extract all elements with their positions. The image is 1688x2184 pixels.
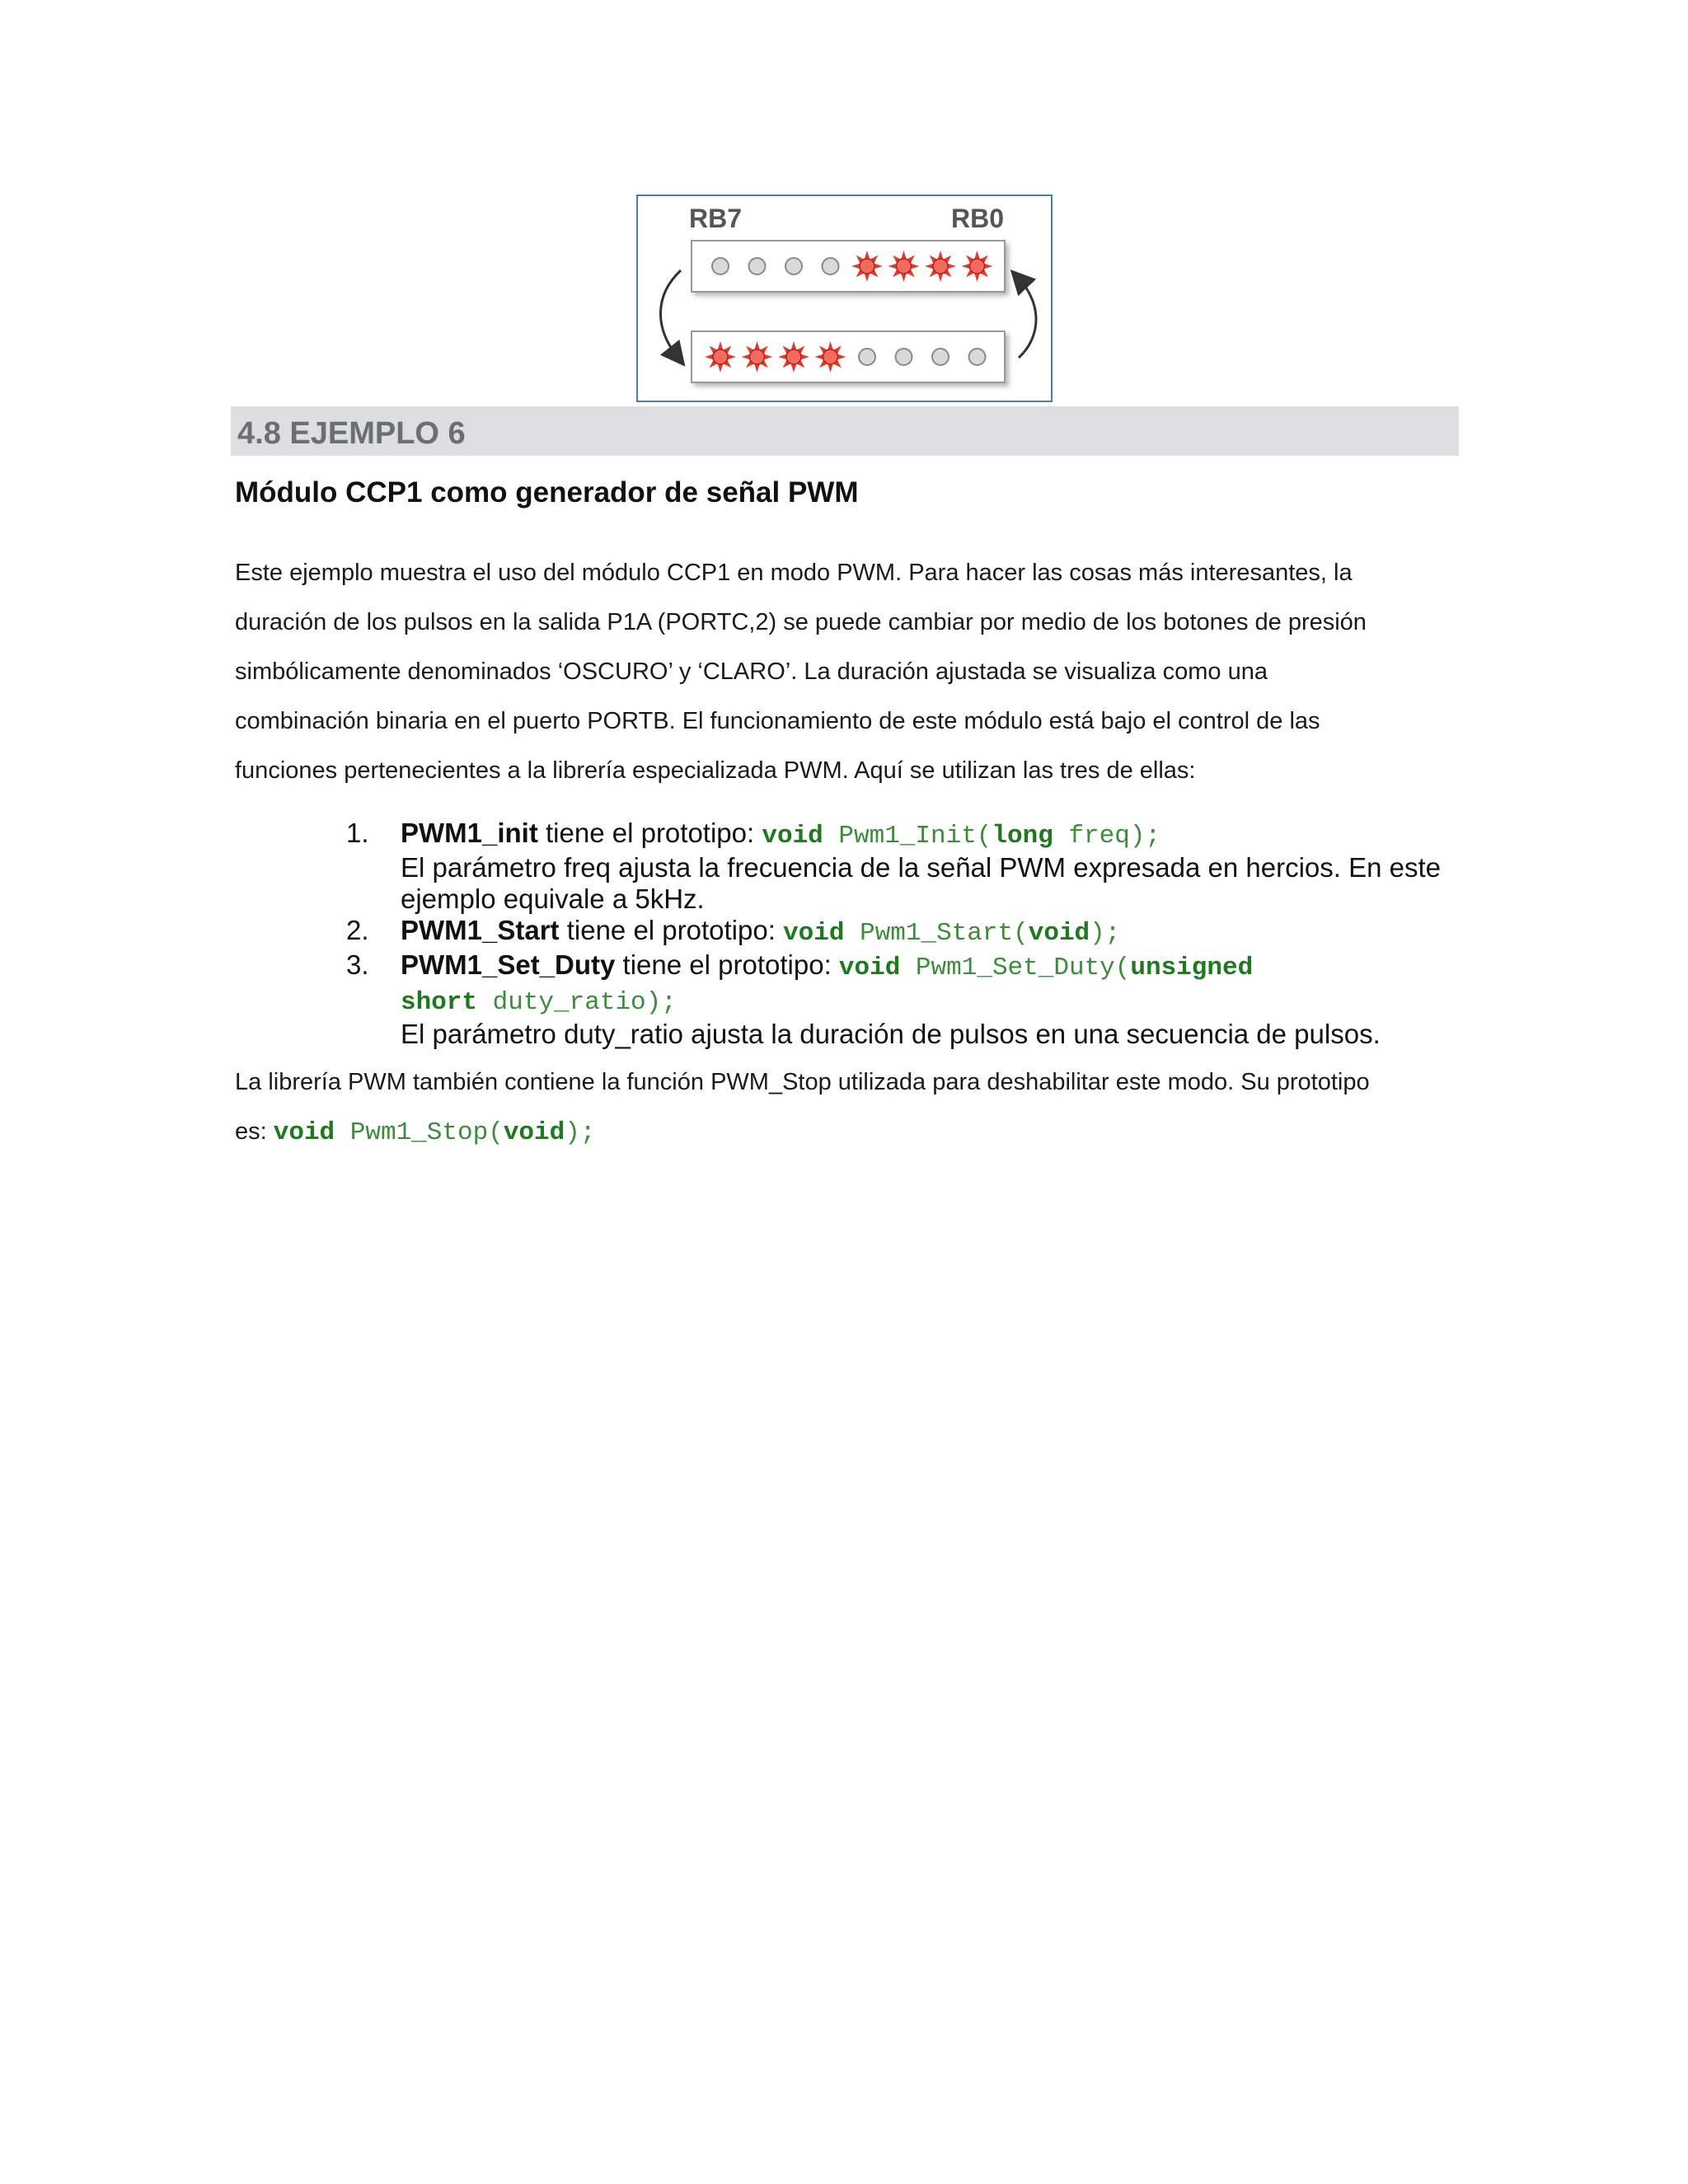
function-list xyxy=(346,818,1467,1050)
list-item xyxy=(346,949,1467,1050)
intro-line: simbólicamente denominados ‘OSCURO’ y ‘CLARO’. La duración ajustada se visualiza como una xyxy=(235,658,1268,685)
item-text: tiene el prototipo: xyxy=(559,915,784,945)
led-diagram xyxy=(638,196,1051,401)
function-name: PWM1_Set_Duty xyxy=(401,949,616,980)
led-off-icon xyxy=(932,349,949,365)
code-keyword: short xyxy=(401,988,478,1017)
intro-line: funciones pertenecientes a la librería especializada PWM. Aquí se utilizan las tres de ellas: xyxy=(235,757,1196,784)
label-rb0: RB0 xyxy=(951,204,1005,233)
item-number: 3. xyxy=(346,949,369,980)
code-keyword: long xyxy=(992,822,1053,851)
closing-line: La librería PWM también contiene la función PWM_Stop utilizada para deshabilitar este modo. Su prototipo xyxy=(235,1069,1370,1095)
code-keyword: unsigned xyxy=(1130,954,1254,982)
led-off-icon xyxy=(969,349,986,365)
item-description: El parámetro duty_ratio ajusta la duración de pulsos en una secuencia de pulsos. xyxy=(401,1019,1381,1049)
led-on-icon xyxy=(742,341,773,373)
item-text: tiene el prototipo: xyxy=(537,818,762,848)
closing-paragraph xyxy=(235,1057,1471,1158)
code-keyword: void xyxy=(838,954,901,982)
item-number: 2. xyxy=(346,915,369,945)
code-text: ); xyxy=(565,1118,596,1147)
code-keyword: void xyxy=(273,1118,335,1147)
led-off-icon xyxy=(896,349,912,365)
code-keyword: void xyxy=(762,822,823,851)
label-rb7: RB7 xyxy=(689,204,743,233)
list-item xyxy=(346,915,1467,949)
list-item xyxy=(346,818,1467,915)
code-text: ); xyxy=(1090,919,1121,948)
code-text: duty_ratio); xyxy=(477,988,677,1017)
led-strip-top xyxy=(692,241,1005,292)
section-header xyxy=(231,406,1459,456)
led-strip-bottom xyxy=(692,331,1005,382)
section-title: 4.8 EJEMPLO 6 xyxy=(237,416,466,451)
led-off-icon xyxy=(712,258,729,274)
rotate-arrow-right xyxy=(1019,279,1036,358)
code-text: freq); xyxy=(1053,822,1161,851)
item-description: El parámetro freq ajusta la frecuencia de la señal PWM expresada en hercios. En este xyxy=(401,852,1441,883)
led-on-icon xyxy=(815,341,846,373)
code-text: Pwm1_Init( xyxy=(823,822,992,851)
code-text: Pwm1_Stop( xyxy=(335,1118,504,1147)
code-text: Pwm1_Set_Duty( xyxy=(900,954,1131,982)
intro-line: duración de los pulsos en la salida P1A (PORTC,2) se puede cambiar por medio de los botones de presión xyxy=(235,609,1367,635)
code-keyword: void xyxy=(783,919,845,948)
code-text: Pwm1_Start( xyxy=(844,919,1029,948)
subtitle: Módulo CCP1 como generador de señal PWM xyxy=(235,476,859,509)
item-number: 1. xyxy=(346,818,369,848)
led-off-icon xyxy=(785,258,802,274)
led-on-icon xyxy=(705,341,736,373)
led-off-icon xyxy=(749,258,766,274)
intro-line: combinación binaria en el puerto PORTB. El funcionamiento de este módulo está bajo el control de las xyxy=(235,708,1320,734)
code-keyword: void xyxy=(503,1118,565,1147)
function-name: PWM1_Start xyxy=(401,915,560,945)
item-text: tiene el prototipo: xyxy=(615,949,839,980)
intro-line: Este ejemplo muestra el uso del módulo CCP1 en modo PWM. Para hacer las cosas más interesantes, la xyxy=(235,560,1353,586)
led-rotation-figure xyxy=(636,194,1053,402)
led-on-icon xyxy=(962,251,993,282)
intro-paragraph xyxy=(235,548,1455,795)
led-on-icon xyxy=(851,251,883,282)
led-on-icon xyxy=(925,251,956,282)
led-off-icon xyxy=(823,258,839,274)
item-description: ejemplo equivale a 5kHz. xyxy=(401,883,705,914)
function-name: PWM1_init xyxy=(401,818,538,848)
code-keyword: void xyxy=(1028,919,1090,948)
led-on-icon xyxy=(778,341,809,373)
closing-line xyxy=(235,1107,1471,1158)
led-on-icon xyxy=(889,251,920,282)
led-off-icon xyxy=(859,349,875,365)
closing-prefix: es: xyxy=(235,1118,274,1145)
rotate-arrow-left xyxy=(660,270,681,357)
